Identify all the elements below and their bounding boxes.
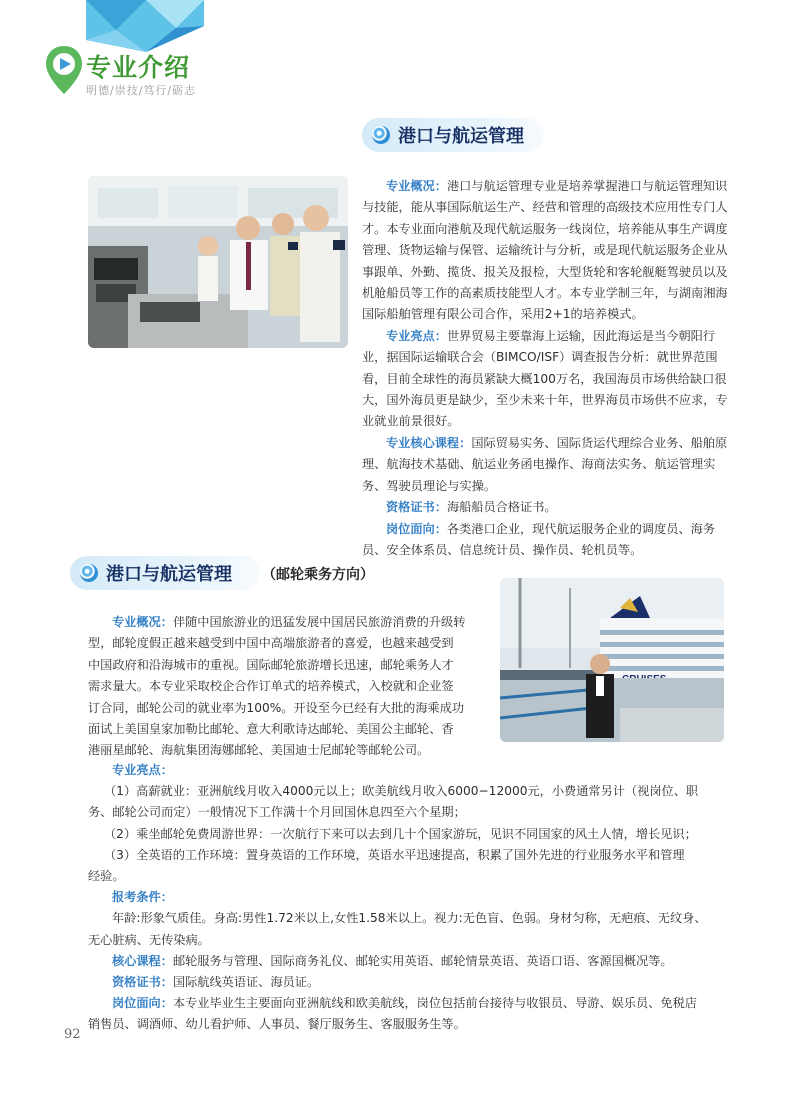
section2-highlight-label: 专业亮点： [112,763,173,777]
section1-overview-line: 才。本专业面向港航及现代航运服务一线岗位，培养能从事生产调度 [362,221,728,236]
header-decoration [86,0,206,52]
section2-title: 港口与航运管理 [106,564,232,585]
section2-highlight-line: 务、邮轮公司而定）一般情况下工作满十个月回国休息四至六个星期； [88,805,466,820]
section2-core-text: 邮轮服务与管理、国际商务礼仪、邮轮实用英语、邮轮情景英语、英语口语、客源国概况等。 [172,953,673,968]
section1-overview-line: 港口与航运管理专业是培养掌握港口与航运管理知识 [446,179,728,193]
bullet-circle-icon [80,564,98,582]
section2-highlight-line: 经验。 [88,869,125,884]
section2-overview-label: 专业概况： [112,615,173,629]
section2-overview-line: 面试上美国皇家加勒比邮轮、意大利歌诗达邮轮、美国公主邮轮、香 [88,722,454,737]
section1-highlight-line: 业就业前景很好。 [362,414,460,429]
section1-overview [362,176,728,561]
section1-cert-label: 资格证书： [386,500,447,515]
section2-overview [88,612,480,762]
section1-cert-text: 海船船员合格证书。 [446,500,557,515]
section1-job-line: 各类港口企业，现代航运服务企业的调度员、海务 [446,521,716,536]
section2-job-line: 销售员、调酒师、幼儿看护师、人事员、餐厅服务生、客服服务生等。 [88,1017,466,1032]
header-subtitle: 明德/崇技/笃行/砺志 [86,84,197,97]
cruise-ship-photo [500,578,724,742]
section2-overview-line: 型，邮轮度假正越来越受到中国中高端旅游者的喜爱，也越来越受到 [88,636,454,651]
section2-exam-line: 年龄:形象气质佳。身高:男性1.72米以上,女性1.58米以上。视力:无色盲、色弱。身材匀称，无疤痕、无纹身、 [112,911,707,926]
bullet-circle-icon [372,126,390,144]
section2-cert-label: 资格证书： [112,975,173,990]
section2-core-label: 核心课程： [112,953,173,968]
section1-core-label: 专业核心课程： [386,435,472,450]
section1-overview-line: 机舱船员等工作的高素质技能型人才。本专业学制三年，与湖南湘海 [362,286,728,301]
section1-highlight-line: 业，据国际运输联合会（BIMCO/ISF）调查报告分析：就世界范围 [362,350,718,365]
section2-overview-line: 伴随中国旅游业的迅猛发展中国居民旅游消费的升级转 [172,615,466,629]
section2-direction: （邮轮乘务方向） [262,567,374,583]
section2-job-line: 本专业毕业生主要面向亚洲航线和欧美航线，岗位包括前台接待与收银员、导游、娱乐员、免税店 [172,996,697,1011]
section1-title-pill [362,118,544,152]
section1-overview-line: 事跟单、外勤、揽货、报关及报检，大型货轮和客轮舰艇驾驶员以及 [362,264,728,279]
section2-exam-line: 无心脏病、无传染病。 [88,932,210,947]
section2-overview-line: 需求量大。本专业采取校企合作订单式的培养模式，入校就和企业签 [88,679,454,694]
section2-details [88,760,728,1036]
section2-title-pill [70,556,260,590]
section2-highlight-line: （1）高薪就业：亚洲航线月收入4000元以上；欧美航线月收入6000−12000元，小费通常另计（视岗位、职 [104,784,699,799]
location-pin-icon [44,44,84,96]
page-number: 92 [64,1027,81,1042]
section1-job-label: 岗位面向： [386,521,447,536]
header-title: 专业介绍 [86,53,191,82]
section2-highlight-line: （3）全英语的工作环境：置身英语的工作环境，英语水平迅速提高，积累了国外先进的行业服务水平和管理 [104,847,685,862]
section1-overview-label: 专业概况： [386,179,447,193]
section1-job-line: 员、安全体系员、信息统计员、操作员、轮机员等。 [362,542,643,557]
section2-overview-line: 中国政府和沿海城市的重视。国际邮轮旅游增长迅速，邮轮乘务人才 [88,657,454,672]
section1-core-line: 国际贸易实务、国际货运代理综合业务、船舶原 [471,435,728,450]
section1-title: 港口与航运管理 [398,126,524,147]
section1-highlight-line: 看，目前全球性的海员紧缺大概100万名，我国海员市场供给缺口很 [362,371,727,386]
section2-job-label: 岗位面向： [112,996,173,1011]
section1-core-line: 务、驾驶员理论与实操。 [362,478,497,493]
section1-overview-line: 国际船舶管理有限公司合作，采用2+1的培养模式。 [362,307,644,322]
section2-overview-line: 港丽星邮轮、海航集团海娜邮轮、美国迪士尼邮轮等邮轮公司。 [88,743,430,758]
section1-overview-line: 管理、货物运输与保管、运输统计与分析，或是现代航运服务企业从 [362,243,728,258]
section1-overview-line: 与技能，能从事国际航运生产、经营和管理的高级技术应用性专门人 [362,200,728,215]
section2-exam-label: 报考条件： [112,890,173,905]
section1-highlight-line: 世界贸易主要靠海上运输，因此海运是当今朝阳行 [446,328,716,343]
section1-highlight-label: 专业亮点： [386,328,447,343]
ship-bridge-photo [88,176,348,348]
section2-cert-text: 国际航线英语证、海员证。 [172,975,320,990]
section1-core-line: 理、航海技术基础、航运业务函电操作、海商法实务、航运管理实 [362,457,716,472]
section2-overview-line: 订合同，邮轮公司的就业率为100%。开设至今已经有大批的海乘成功 [88,700,465,715]
section1-highlight-line: 大，国外海员更是缺少，至少未来十年，世界海员市场供不应求，专 [362,393,728,408]
section2-highlight-line: （2）乘坐邮轮免费周游世界：一次航行下来可以去到几十个国家游玩，见识不同国家的风土人情，增长见识； [104,826,697,841]
